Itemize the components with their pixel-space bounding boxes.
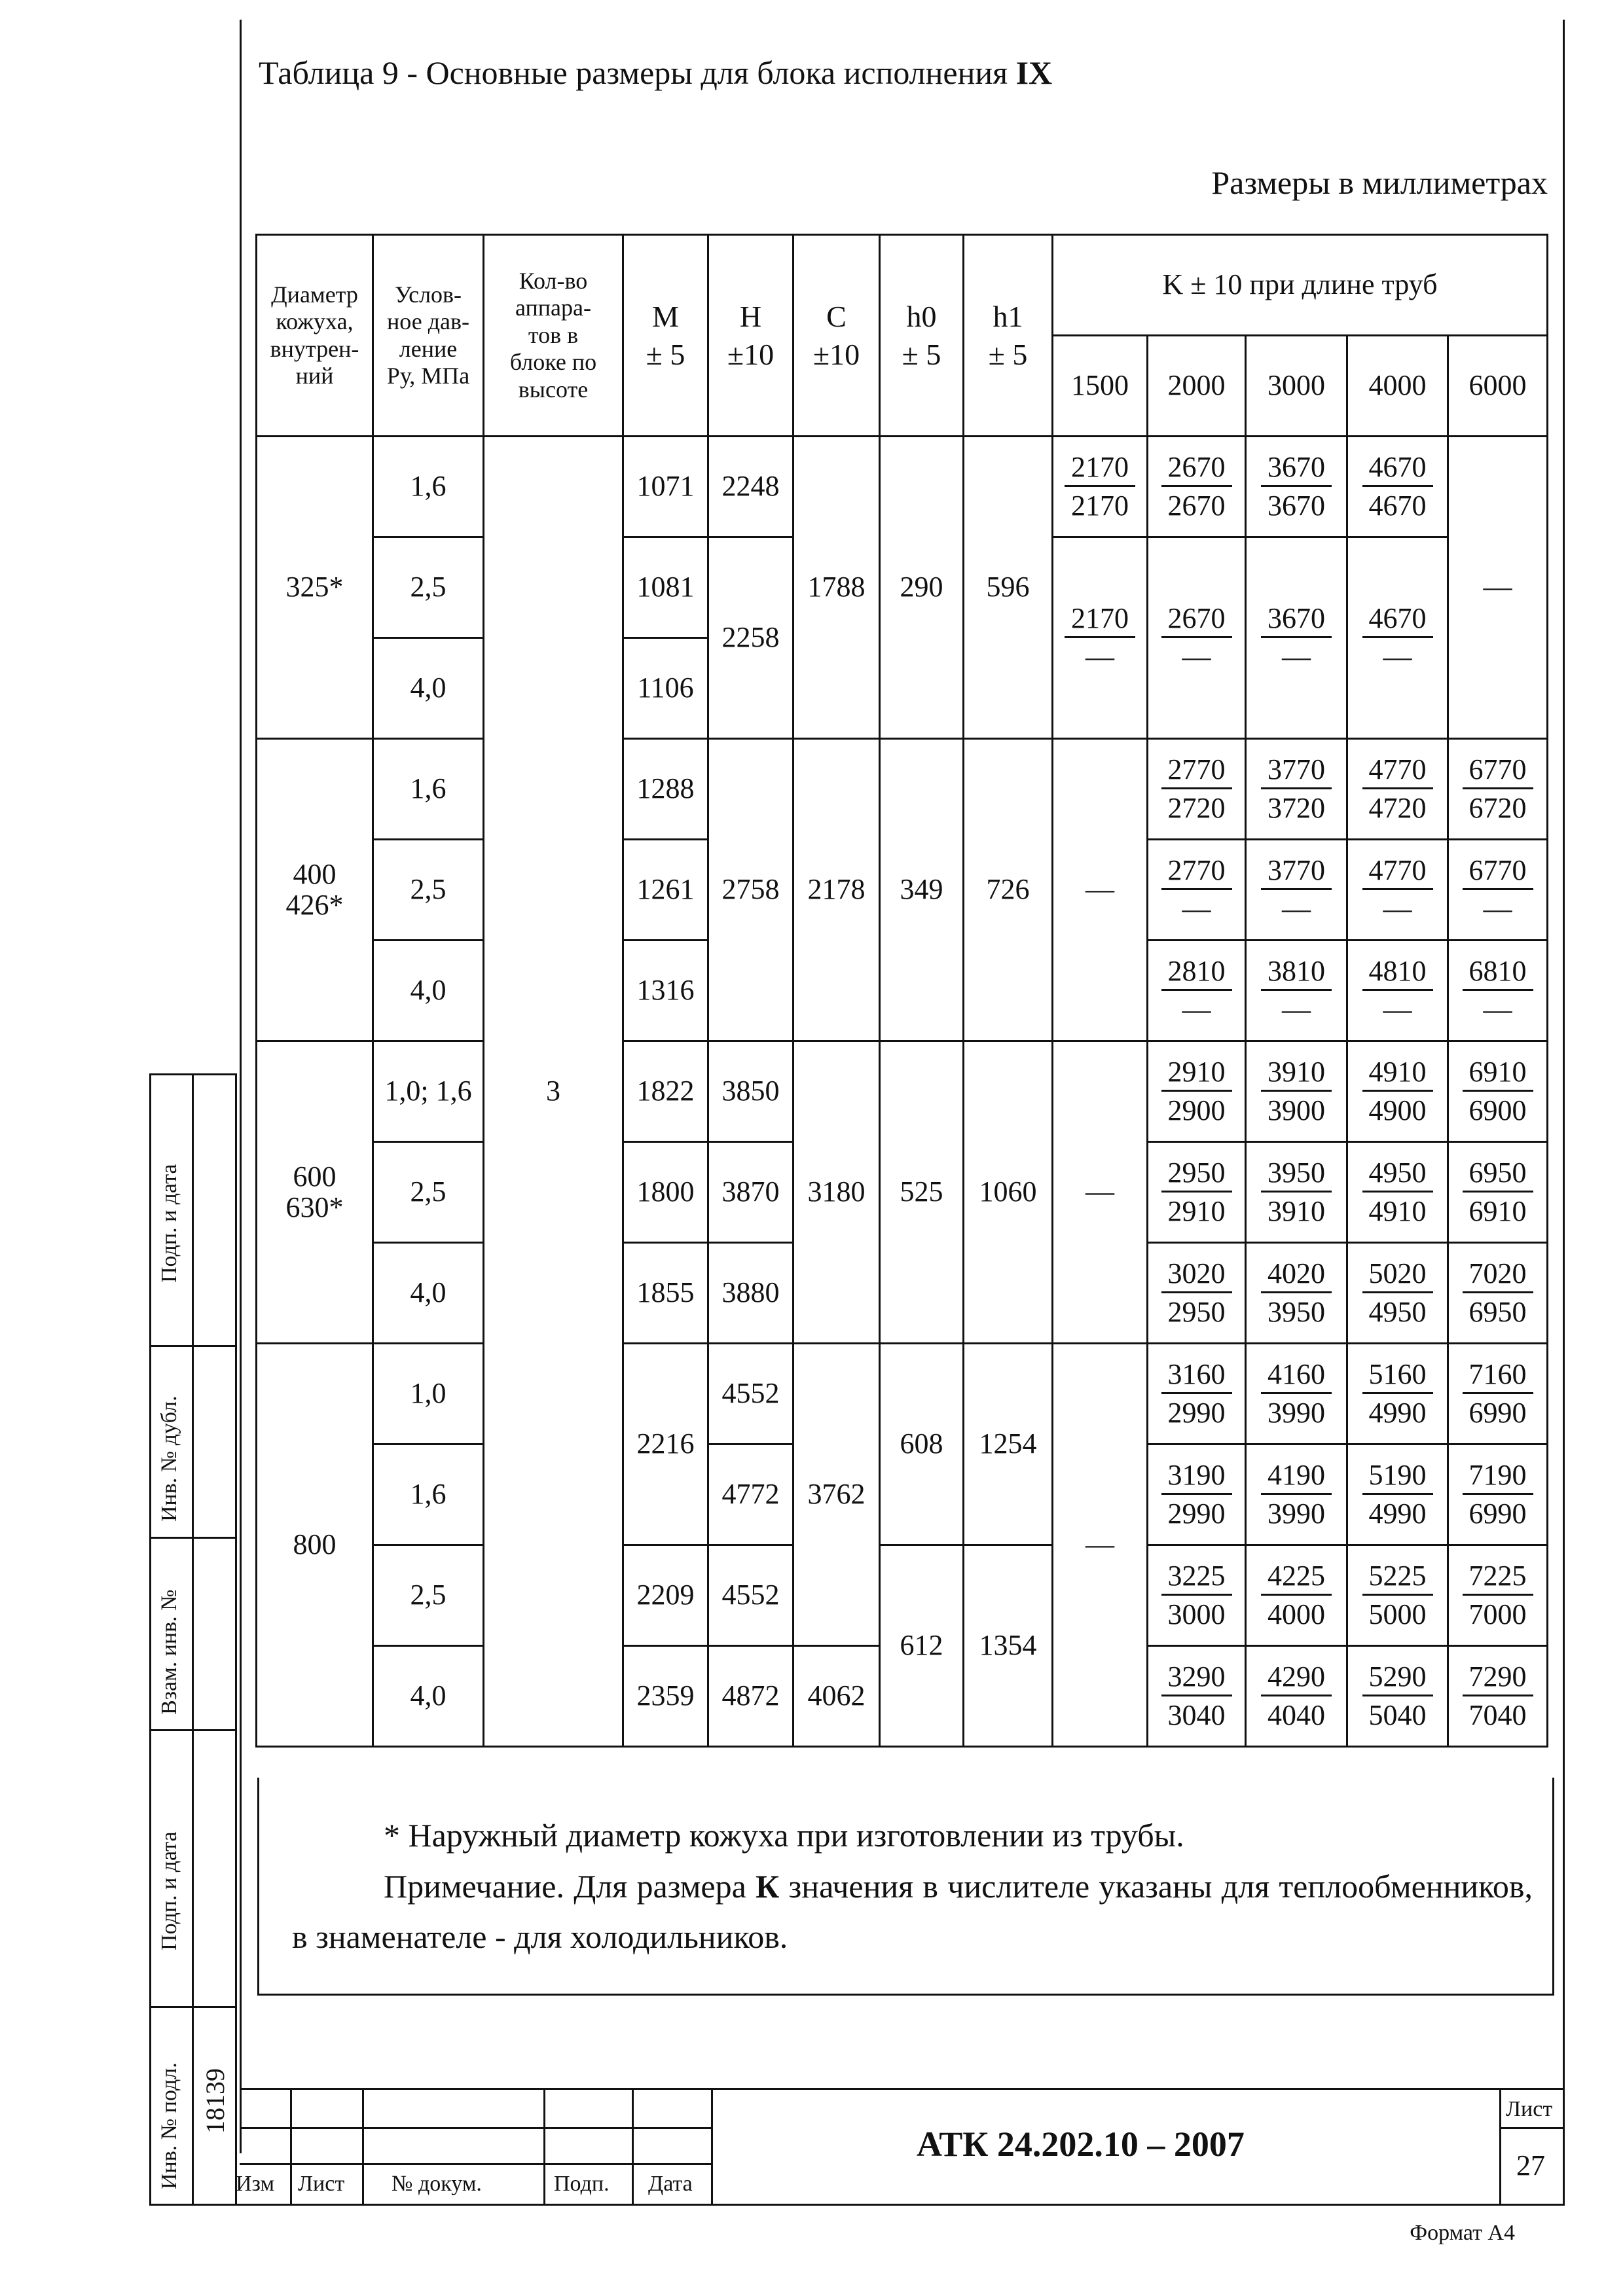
K-cell: 6810 — bbox=[1448, 941, 1548, 1041]
strip-sep bbox=[149, 1345, 237, 1347]
count-cell: 3 bbox=[484, 437, 623, 1747]
pressure-cell: 4,0 bbox=[373, 1646, 484, 1747]
strip-label-orig-inv: Инв. № подл. bbox=[157, 2062, 181, 2189]
h1-cell: 596 bbox=[964, 437, 1053, 739]
strip-sep bbox=[149, 1537, 237, 1539]
left-margin-line bbox=[240, 20, 242, 2153]
K-cell: 3290 3040 bbox=[1148, 1646, 1246, 1747]
K-cell: 7225 7000 bbox=[1448, 1545, 1548, 1646]
header-count: Кол-во аппара- тов в блоке по высоте bbox=[484, 235, 623, 437]
M-cell: 2359 bbox=[623, 1646, 708, 1747]
K-cell: 5225 5000 bbox=[1347, 1545, 1448, 1646]
footnote: * Наружный диаметр кожуха при изготовлении из трубы. bbox=[384, 1817, 1184, 1854]
H-cell: 2248 bbox=[708, 437, 793, 537]
pressure-cell: 4,0 bbox=[373, 941, 484, 1041]
M-cell: 1071 bbox=[623, 437, 708, 537]
titleblock-col bbox=[290, 2088, 292, 2206]
strip-label-sign-date-2: Подп. и дата bbox=[157, 1831, 181, 1950]
tb-izm: Изм bbox=[236, 2172, 275, 2196]
pressure-cell: 2,5 bbox=[373, 840, 484, 941]
h0-cell: 612 bbox=[880, 1545, 964, 1747]
diameter-cell: 325* bbox=[257, 437, 373, 739]
K-cell: 3950 3910 bbox=[1246, 1142, 1347, 1243]
K-cell: 5160 4990 bbox=[1347, 1344, 1448, 1444]
K-cell: 2950 2910 bbox=[1148, 1142, 1246, 1243]
header-length-3000: 3000 bbox=[1246, 336, 1347, 437]
header-M: M ± 5 bbox=[623, 235, 708, 437]
K-cell: 2770 — bbox=[1148, 840, 1246, 941]
H-cell: 4872 bbox=[708, 1646, 793, 1747]
H-cell: 4772 bbox=[708, 1444, 793, 1545]
H-cell: 3880 bbox=[708, 1243, 793, 1344]
pressure-cell: 4,0 bbox=[373, 638, 484, 739]
M-cell: 1261 bbox=[623, 840, 708, 941]
K-cell: 5190 4990 bbox=[1347, 1444, 1448, 1545]
K-cell: 3670 — bbox=[1246, 537, 1347, 739]
K-cell: 2170 2170 bbox=[1053, 437, 1148, 537]
sheet-number: 27 bbox=[1516, 2149, 1545, 2181]
header-length-1500: 1500 bbox=[1053, 336, 1148, 437]
K-cell: 5290 5040 bbox=[1347, 1646, 1448, 1747]
table-title: Таблица 9 - Основные размеры для блока исполнения IX bbox=[259, 54, 1053, 91]
K-cell: 2910 2900 bbox=[1148, 1041, 1246, 1142]
tb-dokum: № докум. bbox=[392, 2172, 482, 2196]
pressure-cell: 1,6 bbox=[373, 437, 484, 537]
M-cell: 1800 bbox=[623, 1142, 708, 1243]
C-cell: 3180 bbox=[793, 1041, 880, 1344]
strip-divider bbox=[192, 1073, 194, 2206]
titleblock-col bbox=[362, 2088, 364, 2206]
K-cell: 5020 4950 bbox=[1347, 1243, 1448, 1344]
K-cell: 3020 2950 bbox=[1148, 1243, 1246, 1344]
H-cell: 2758 bbox=[708, 739, 793, 1041]
titleblock-row bbox=[240, 2127, 711, 2129]
titleblock-col bbox=[1499, 2088, 1501, 2206]
header-length-2000: 2000 bbox=[1148, 336, 1246, 437]
K-cell: 4225 4000 bbox=[1246, 1545, 1347, 1646]
C-cell: 1788 bbox=[793, 437, 880, 739]
K-cell: 4950 4910 bbox=[1347, 1142, 1448, 1243]
K-cell: 7020 6950 bbox=[1448, 1243, 1548, 1344]
H-cell: 4552 bbox=[708, 1344, 793, 1444]
header-length-4000: 4000 bbox=[1347, 336, 1448, 437]
strip-label-dup-inv: Инв. № дубл. bbox=[157, 1395, 181, 1522]
diameter-cell: 400 426* bbox=[257, 739, 373, 1041]
K-cell: 4160 3990 bbox=[1246, 1344, 1347, 1444]
right-margin-line bbox=[1563, 20, 1565, 2206]
K-cell: 4770 — bbox=[1347, 840, 1448, 941]
M-cell: 1081 bbox=[623, 537, 708, 638]
tb-data: Дата bbox=[648, 2172, 693, 2196]
titleblock-sheet-sep bbox=[1499, 2127, 1565, 2129]
M-cell: 1822 bbox=[623, 1041, 708, 1142]
strip-label-sign-date: Подп. и дата bbox=[157, 1164, 181, 1283]
units-note: Размеры в миллиметрах bbox=[1211, 164, 1548, 201]
K-cell: 4770 4720 bbox=[1347, 739, 1448, 840]
header-diameter: Диаметр кожуха, внутрен- ний bbox=[257, 235, 373, 437]
H-cell: 3870 bbox=[708, 1142, 793, 1243]
pressure-cell: 1,6 bbox=[373, 739, 484, 840]
strip-orig-inv-value: 18139 bbox=[200, 2068, 230, 2134]
K-cell: — bbox=[1053, 1344, 1148, 1747]
K-cell: 3770 3720 bbox=[1246, 739, 1347, 840]
h1-cell: 1354 bbox=[964, 1545, 1053, 1747]
header-H: H ±10 bbox=[708, 235, 793, 437]
K-cell: 7190 6990 bbox=[1448, 1444, 1548, 1545]
M-cell: 1855 bbox=[623, 1243, 708, 1344]
K-cell: 4810 — bbox=[1347, 941, 1448, 1041]
header-K: K ± 10 при длине труб bbox=[1053, 235, 1548, 336]
header-length-6000: 6000 bbox=[1448, 336, 1548, 437]
K-cell: 2770 2720 bbox=[1148, 739, 1246, 840]
h0-cell: 290 bbox=[880, 437, 964, 739]
h1-cell: 1060 bbox=[964, 1041, 1053, 1344]
pressure-cell: 2,5 bbox=[373, 537, 484, 638]
dimensions-table bbox=[255, 234, 1548, 1748]
strip-sep bbox=[149, 1729, 237, 1731]
tb-list: Лист bbox=[298, 2172, 345, 2196]
h0-cell: 525 bbox=[880, 1041, 964, 1344]
pressure-cell: 1,0 bbox=[373, 1344, 484, 1444]
K-cell: 4670 4670 bbox=[1347, 437, 1448, 537]
header-C: C ±10 bbox=[793, 235, 880, 437]
M-cell: 2216 bbox=[623, 1344, 708, 1545]
K-cell: 3160 2990 bbox=[1148, 1344, 1246, 1444]
header-h0: h0 ± 5 bbox=[880, 235, 964, 437]
K-cell: — bbox=[1053, 1041, 1148, 1344]
titleblock-col bbox=[543, 2088, 545, 2206]
K-cell: 4670 — bbox=[1347, 537, 1448, 739]
tb-podp: Подп. bbox=[554, 2172, 610, 2196]
titleblock-col bbox=[632, 2088, 634, 2206]
K-cell: 3770 — bbox=[1246, 840, 1347, 941]
h0-cell: 608 bbox=[880, 1344, 964, 1545]
K-cell: 4020 3950 bbox=[1246, 1243, 1347, 1344]
M-cell: 1106 bbox=[623, 638, 708, 739]
K-cell: 7160 6990 bbox=[1448, 1344, 1548, 1444]
K-cell: 4190 3990 bbox=[1246, 1444, 1347, 1545]
pressure-cell: 4,0 bbox=[373, 1243, 484, 1344]
tb-sheet-label: Лист bbox=[1506, 2097, 1553, 2121]
remark: Примечание. Для размера К значения в числителе указаны для теплообменников, в знаменателе - для холодильников. bbox=[292, 1867, 1533, 1955]
titleblock-row bbox=[240, 2163, 711, 2165]
pressure-cell: 2,5 bbox=[373, 1142, 484, 1243]
K-cell: 2670 2670 bbox=[1148, 437, 1246, 537]
M-cell: 1288 bbox=[623, 739, 708, 840]
M-cell: 1316 bbox=[623, 941, 708, 1041]
K-cell: — bbox=[1448, 437, 1548, 739]
header-h1: h1 ± 5 bbox=[964, 235, 1053, 437]
pressure-cell: 1,6 bbox=[373, 1444, 484, 1545]
K-cell: 6770 — bbox=[1448, 840, 1548, 941]
H-cell: 3850 bbox=[708, 1041, 793, 1142]
K-cell: 3670 3670 bbox=[1246, 437, 1347, 537]
pressure-cell: 1,0; 1,6 bbox=[373, 1041, 484, 1142]
titleblock-top bbox=[240, 2088, 1565, 2090]
h0-cell: 349 bbox=[880, 739, 964, 1041]
K-cell: 6910 6900 bbox=[1448, 1041, 1548, 1142]
diameter-cell: 800 bbox=[257, 1344, 373, 1747]
K-cell: 2670 — bbox=[1148, 537, 1246, 739]
C-cell: 4062 bbox=[793, 1646, 880, 1747]
K-cell: 3810 — bbox=[1246, 941, 1347, 1041]
K-cell: 2810 — bbox=[1148, 941, 1246, 1041]
h1-cell: 726 bbox=[964, 739, 1053, 1041]
strip-sep bbox=[149, 2006, 237, 2008]
H-cell: 2258 bbox=[708, 537, 793, 739]
diameter-cell: 600 630* bbox=[257, 1041, 373, 1344]
titleblock-col bbox=[711, 2088, 713, 2206]
document-number: АТК 24.202.10 – 2007 bbox=[917, 2125, 1245, 2164]
K-cell: 4910 4900 bbox=[1347, 1041, 1448, 1142]
K-cell: — bbox=[1053, 739, 1148, 1041]
notes-box bbox=[257, 1778, 1554, 1996]
K-cell: 3910 3900 bbox=[1246, 1041, 1347, 1142]
K-cell: 6770 6720 bbox=[1448, 739, 1548, 840]
C-cell: 2178 bbox=[793, 739, 880, 1041]
format-label: Формат А4 bbox=[1410, 2221, 1515, 2245]
C-cell: 3762 bbox=[793, 1344, 880, 1646]
K-cell: 3190 2990 bbox=[1148, 1444, 1246, 1545]
header-pressure: Услов- ное дав- ление Ру, МПа bbox=[373, 235, 484, 437]
K-cell: 4290 4040 bbox=[1246, 1646, 1347, 1747]
strip-label-repl-inv: Взам. инв. № bbox=[157, 1589, 181, 1715]
K-cell: 7290 7040 bbox=[1448, 1646, 1548, 1747]
K-cell: 3225 3000 bbox=[1148, 1545, 1246, 1646]
pressure-cell: 2,5 bbox=[373, 1545, 484, 1646]
h1-cell: 1254 bbox=[964, 1344, 1053, 1545]
M-cell: 2209 bbox=[623, 1545, 708, 1646]
H-cell: 4552 bbox=[708, 1545, 793, 1646]
K-cell: 2170 — bbox=[1053, 537, 1148, 739]
K-cell: 6950 6910 bbox=[1448, 1142, 1548, 1243]
